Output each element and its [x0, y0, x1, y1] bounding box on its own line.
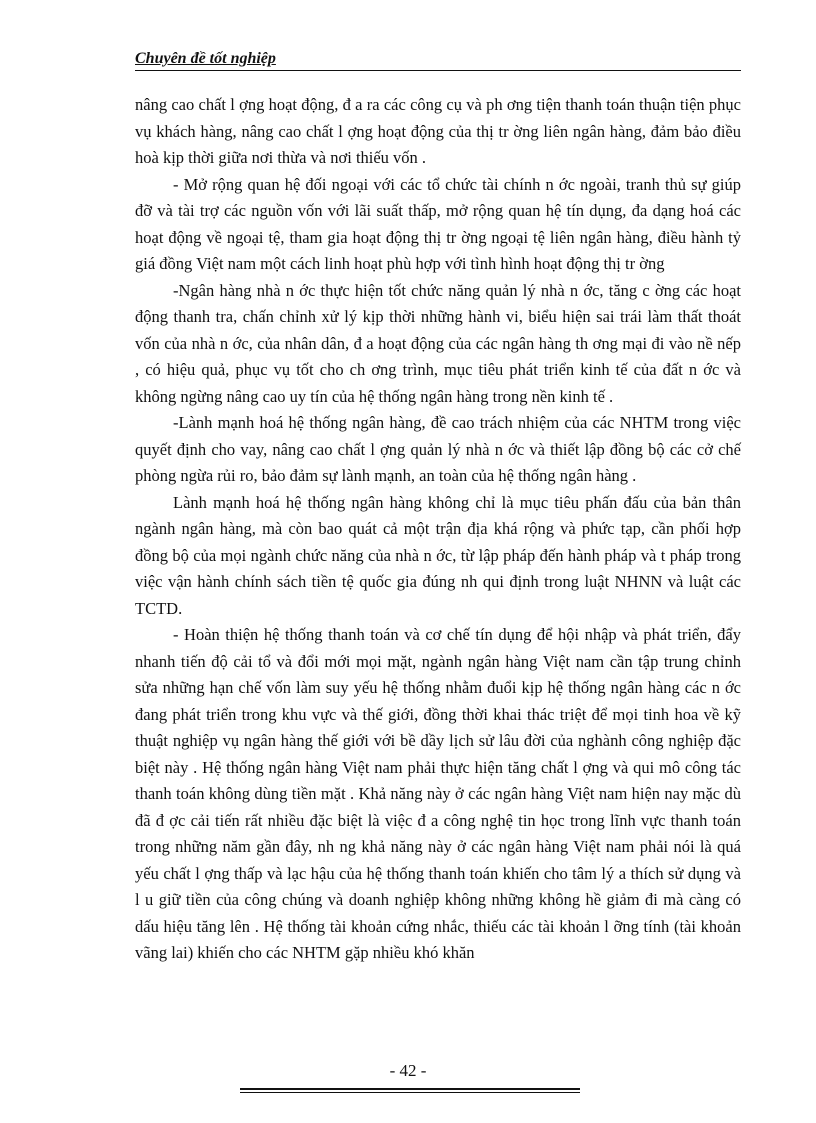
paragraph-4: -Lành mạnh hoá hệ thống ngân hàng, đề cao trách nhiệm của các NHTM trong việc quyết định cho vay, nâng cao chất l ợng quản lý nhà n ớc và thiết lập đồng bộ các cở chế phòng ngừa rủi ro, bảo đảm sự lành mạnh, an toàn của hệ thống ngân hàng . — [135, 413, 741, 485]
paragraph-1: nâng cao chất l ợng hoạt động, đ a ra các công cụ và ph ơng tiện thanh toán thuận tiện phục vụ khách hàng, nâng cao chất l ợng hoạt động của thị tr ờng liên ngân hàng, đảm bảo điều hoà kịp thời giữa nơi thừa và nơi thiếu vốn . — [135, 95, 741, 167]
page-header — [135, 48, 741, 71]
paragraph-2: - Mở rộng quan hệ đối ngoại với các tổ chức tài chính n ớc ngoài, tranh thủ sự giúp đỡ và tài trợ các nguồn vốn với lãi suất thấp, mở rộng quan hệ tín dụng, đa dạng hoá các hoạt động về ngoại tệ, tham gia hoạt động thị tr ờng ngoại tệ liên ngân hàng, điều hành tỷ giá đồng Việt nam một cách linh hoạt phù hợp với tình hình hoạt động thị tr ờng — [135, 174, 741, 273]
paragraph-6: - Hoàn thiện hệ thống thanh toán và cơ chế tín dụng để hội nhập và phát triển, đẩy nhanh tiến độ cải tổ và đổi mới mọi mặt, ngành ngân hàng Việt nam cần tập trung chỉnh sửa những hạn chế vốn làm suy yếu hệ thống nhằm đuổi kịp hệ thống ngân hàng các n ớc đang phát triển trong khu vực và thế giới, đồng thời khai thác triệt để mọi tinh hoa về kỹ thuật nghiệp vụ ngân hàng thế giới với bề dầy lịch sử lâu đời của nghành công nghiệp đặc biệt này . Hệ thống ngân hàng Việt nam phải thực hiện tăng chất l ợng và qui mô công tác thanh toán không dùng tiền mặt . Khả năng này ở các ngân hàng Việt nam hiện nay mặc dù đã đ ợc cải tiến rất nhiều đặc biệt là việc đ a công nghệ tin học trong lĩnh vực thanh toán trong những năm gần đây, nh ng khả năng này ở các ngân hàng Việt nam phải nói là quá yếu chất l ợng thấp và lạc hậu của hệ thống thanh toán khiến cho tâm lý a thích sử dụng và l u giữ tiền của công chúng và doanh nghiệp không những không hề giảm đi mà càng có dấu hiệu tăng lên . Hệ thống tài khoản cứng nhắc, thiếu các tài khoản l ỡng tính (tài khoản vãng lai) khiến cho các NHTM gặp nhiều khó khăn — [135, 625, 741, 962]
paragraph-5: Lành mạnh hoá hệ thống ngân hàng không chỉ là mục tiêu phấn đấu của bản thân ngành ngân hàng, mà còn bao quát cả một trận địa khá rộng và phức tạp, cần phối hợp đồng bộ của mọi ngành chức năng của nhà n ớc, từ lập pháp đến hành pháp và t pháp trong việc vận hành chính sách tiền tệ quốc gia đúng nh qui định trong luật NHNN và luật các TCTD. — [135, 492, 741, 618]
page-number: - 42 - — [389, 1061, 427, 1080]
footer-rule — [240, 1088, 580, 1090]
footer-rule-thin — [240, 1092, 580, 1093]
header-title: Chuyên đề tốt nghiệp — [135, 50, 276, 67]
paragraph-3: -Ngân hàng nhà n ớc thực hiện tốt chức năng quản lý nhà n ớc, tăng c ờng các hoạt động thanh tra, chấn chỉnh xử lý kịp thời những hành vi, biểu hiện sai trái làm thất thoát vốn của nhà n ớc, của nhân dân, đ a hoạt động của các ngân hàng th ơng mại đi vào nề nếp , có hiệu quả, phục vụ tốt cho ch ơng trình, mục tiêu phát triển kinh tế của đất n ớc và không ngừng nâng cao uy tín của hệ thống ngân hàng trong nền kinh tế . — [135, 280, 741, 406]
body-text — [135, 92, 741, 967]
